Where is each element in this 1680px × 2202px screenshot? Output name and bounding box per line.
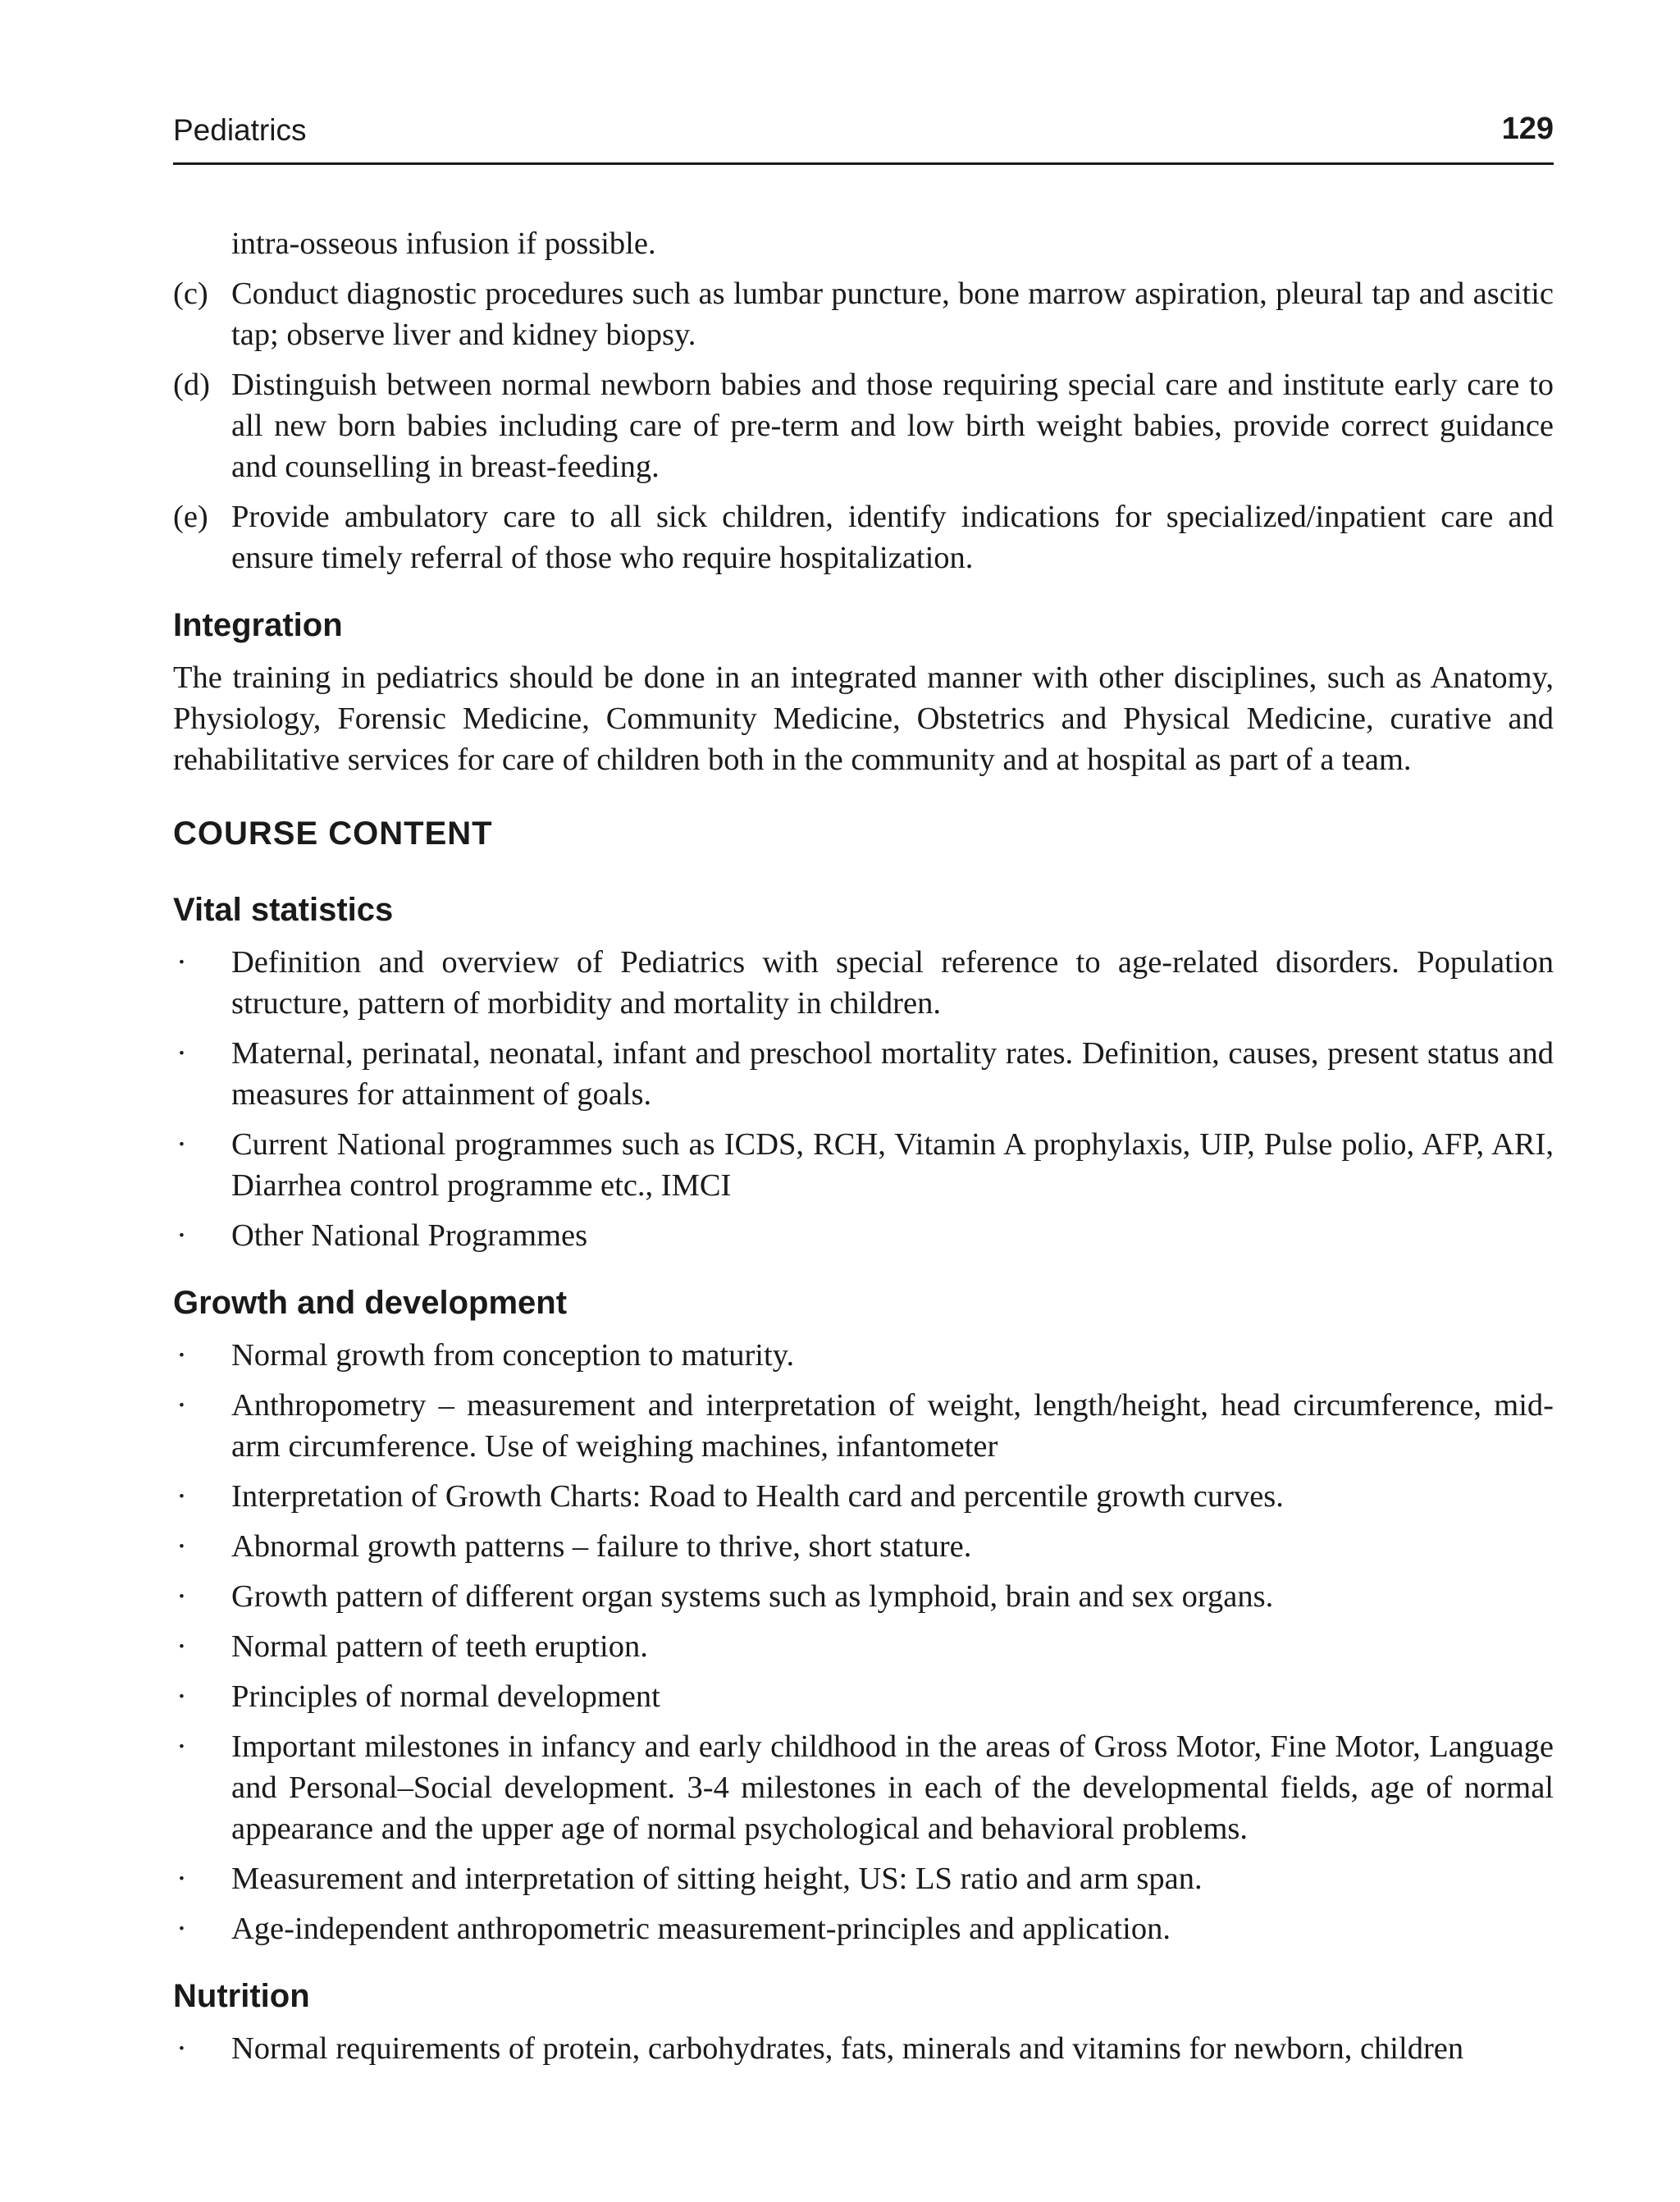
list-item-text: Age-independent anthropometric measurement-principles and application. [231, 1912, 1171, 1946]
bullet-marker: · [176, 945, 187, 980]
section-heading-nutrition: Nutrition [173, 1978, 310, 2014]
continuation-line [173, 223, 1554, 264]
bullet-marker: · [176, 1529, 187, 1564]
list-item-text: Abnormal growth patterns – failure to thrive, short stature. [231, 1529, 972, 1564]
list-item [173, 1033, 1554, 1115]
nutrition-list [173, 2028, 1554, 2069]
list-item [173, 2028, 1554, 2069]
section-heading-course-content: COURSE CONTENT [173, 815, 493, 852]
list-item-text: Current National programmes such as ICDS, RCH, Vitamin A prophylaxis, UIP, Pulse polio, AFP, ARI, Diarrhea control programme etc., IMCI [231, 1127, 1554, 1203]
section-heading-growth: Growth and development [173, 1285, 568, 1321]
list-item [173, 1908, 1554, 1949]
list-item [173, 1526, 1554, 1567]
list-item-text: Principles of normal development [231, 1679, 660, 1714]
header-title: Pediatrics [173, 113, 307, 147]
list-item-text: Definition and overview of Pediatrics with special reference to age-related disorders. Population structure, pattern of morbidity and mortality in children. [231, 945, 1554, 1021]
page-number: 129 [1501, 112, 1554, 146]
list-item-text: Conduct diagnostic procedures such as lumbar puncture, bone marrow aspiration, pleural tap and ascitic tap; observe liver and kidney biopsy. [231, 276, 1554, 352]
list-item-text: Provide ambulatory care to all sick children, identify indications for specialized/inpatient care and ensure timely referral of those who require hospitalization. [231, 500, 1554, 575]
list-item-text: Interpretation of Growth Charts: Road to Health card and percentile growth curves. [231, 1479, 1284, 1514]
list-item-text: Other National Programmes [231, 1218, 588, 1253]
list-item-c [173, 273, 1554, 355]
list-item-d [173, 364, 1554, 487]
bullet-marker: · [176, 1729, 187, 1764]
integration-paragraph: The training in pediatrics should be done in an integrated manner with other disciplines, such as Anatomy, Physiology, Forensic Medicine, Community Medicine, Obstetrics and Physical Medicine, curative and rehabilitative services for care of children both in the community and at hospital as part of a team. [173, 660, 1554, 777]
bullet-marker: · [176, 1388, 187, 1423]
list-item [173, 1124, 1554, 1206]
section-heading-vital-statistics: Vital statistics [173, 892, 394, 928]
list-item [173, 1385, 1554, 1467]
bullet-marker: · [176, 1679, 187, 1714]
list-marker: (c) [173, 276, 208, 311]
list-marker: (e) [173, 500, 208, 534]
bullet-marker: · [176, 1036, 187, 1071]
list-item [173, 1576, 1554, 1617]
bullet-marker: · [176, 1127, 187, 1162]
list-item-text: Measurement and interpretation of sitting height, US: LS ratio and arm span. [231, 1862, 1203, 1896]
list-item-text: Anthropometry – measurement and interpretation of weight, length/height, head circumference, mid-arm circumference. Use of weighing machines, infantometer [231, 1388, 1554, 1464]
list-item [173, 1476, 1554, 1517]
bullet-marker: · [176, 1579, 187, 1614]
list-item [173, 1215, 1554, 1256]
list-item-text: Normal growth from conception to maturity. [231, 1338, 795, 1373]
list-item [173, 1626, 1554, 1667]
list-marker: (d) [173, 368, 210, 402]
bullet-marker: · [176, 1218, 187, 1253]
list-item-text: Important milestones in infancy and early childhood in the areas of Gross Motor, Fine Motor, Language and Personal–Social development. 3-4 milestones in each of the developmental fields, age of normal appearance and the upper age of normal psychological and behavioral problems. [231, 1729, 1554, 1846]
bullet-marker: · [176, 1862, 187, 1896]
bullet-marker: · [176, 1629, 187, 1664]
list-item-text: Growth pattern of different organ systems such as lymphoid, brain and sex organs. [231, 1579, 1274, 1614]
bullet-marker: · [176, 1338, 187, 1373]
list-item [173, 1858, 1554, 1899]
list-item-text: Maternal, perinatal, neonatal, infant and preschool mortality rates. Definition, causes, present status and measures for attainment of goals. [231, 1036, 1554, 1112]
bullet-marker: · [176, 1479, 187, 1514]
bullet-marker: · [176, 2031, 187, 2066]
list-item [173, 1335, 1554, 1376]
running-header [173, 107, 1554, 165]
section-heading-integration: Integration [173, 607, 343, 643]
list-item [173, 1726, 1554, 1849]
list-item-e [173, 496, 1554, 578]
continuation-text: intra-osseous infusion if possible. [231, 226, 656, 261]
list-item-text: Distinguish between normal newborn babies and those requiring special care and institute early care to all new born babies including care of pre-term and low birth weight babies, provide correct guidance and counselling in breast-feeding. [231, 368, 1554, 484]
list-item-text: Normal requirements of protein, carbohydrates, fats, minerals and vitamins for newborn, children [231, 2031, 1464, 2066]
list-item [173, 942, 1554, 1024]
list-item [173, 1676, 1554, 1717]
vital-statistics-list [173, 942, 1554, 1256]
page-content [173, 223, 1554, 2069]
bullet-marker: · [176, 1912, 187, 1946]
list-item-text: Normal pattern of teeth eruption. [231, 1629, 648, 1664]
growth-list [173, 1335, 1554, 1949]
